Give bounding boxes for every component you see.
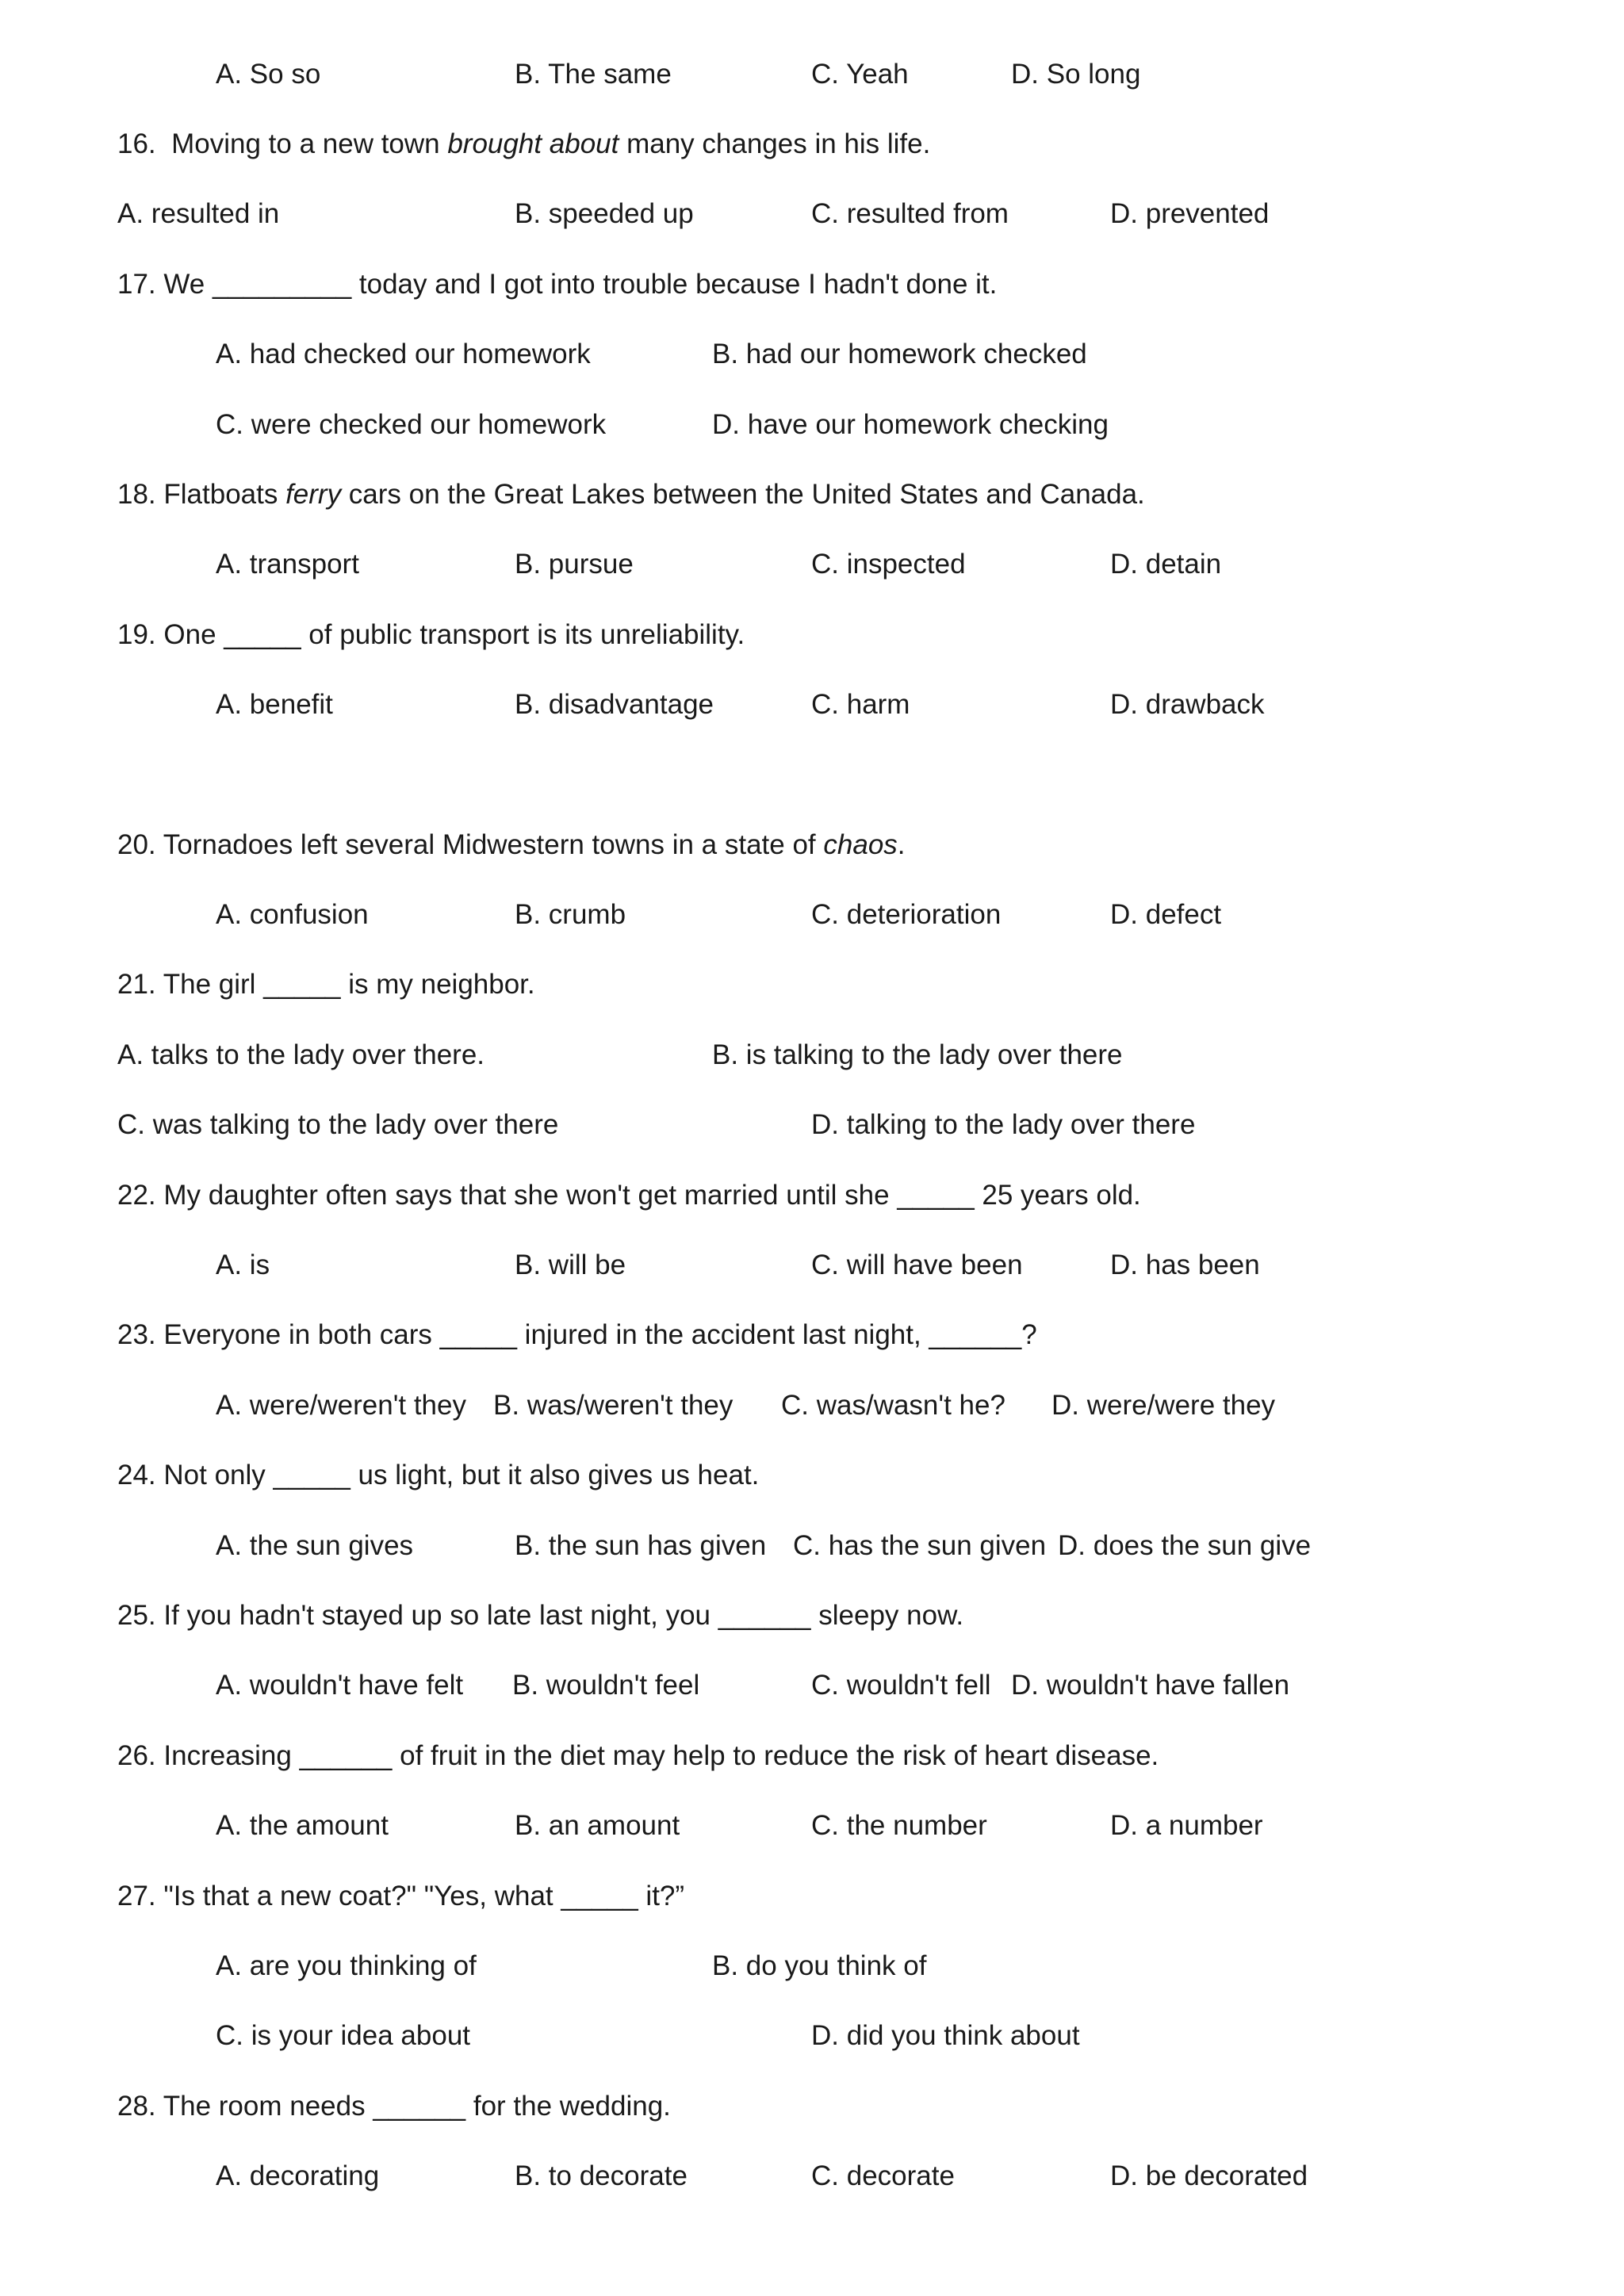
question-16 [117, 130, 930, 158]
q24-option-c: C. has the sun given [793, 1530, 1047, 1561]
question-20-text-start: 20. Tornadoes left several Midwestern towns in a state of [117, 829, 824, 860]
q15-option-c: C. Yeah [811, 59, 909, 90]
q28-option-d: D. be decorated [1110, 2160, 1308, 2191]
q16-option-b: B. speeded up [515, 198, 694, 229]
question-20 [117, 831, 906, 859]
q27-option-d: D. did you think about [811, 2020, 1080, 2051]
q19-option-c: C. harm [811, 689, 910, 720]
q23-option-b: B. was/weren't they [493, 1390, 733, 1421]
q28-option-c: C. decorate [811, 2160, 955, 2191]
q25-option-d: D. wouldn't have fallen [1011, 1670, 1290, 1701]
q20-option-d: D. defect [1110, 899, 1222, 930]
q27-option-c: C. is your idea about [216, 2020, 471, 2051]
q20-option-c: C. deterioration [811, 899, 1002, 930]
q16-option-a: A. resulted in [117, 198, 280, 229]
q23-option-d: D. were/were they [1051, 1390, 1276, 1421]
q21-option-c: C. was talking to the lady over there [117, 1109, 559, 1140]
q20-option-b: B. crumb [515, 899, 626, 930]
q26-option-a: A. the amount [216, 1810, 389, 1841]
q24-option-b: B. the sun has given [515, 1530, 767, 1561]
q22-option-b: B. will be [515, 1249, 626, 1280]
question-27: 27. "Is that a new coat?" "Yes, what _____ it?” [117, 1881, 685, 1911]
question-24: 24. Not only _____ us light, but it also gives us heat. [117, 1460, 760, 1490]
question-21: 21. The girl _____ is my neighbor. [117, 969, 535, 1000]
question-17: 17. We _________ today and I got into trouble because I hadn't done it. [117, 269, 998, 300]
q27-option-a: A. are you thinking of [216, 1950, 477, 1981]
q23-option-c: C. was/wasn't he? [781, 1390, 1005, 1421]
q21-option-b: B. is talking to the lady over there [712, 1039, 1123, 1070]
q17-option-b: B. had our homework checked [712, 339, 1087, 369]
q22-option-a: A. is [216, 1249, 270, 1280]
q25-option-b: B. wouldn't feel [512, 1670, 700, 1701]
q18-option-a: A. transport [216, 549, 359, 580]
q17-option-a: A. had checked our homework [216, 339, 591, 369]
q18-option-d: D. detain [1110, 549, 1222, 580]
q28-option-b: B. to decorate [515, 2160, 688, 2191]
question-26: 26. Increasing ______ of fruit in the diet may help to reduce the risk of heart disease. [117, 1740, 1159, 1771]
q22-option-c: C. will have been [811, 1249, 1023, 1280]
question-18 [117, 480, 1145, 508]
q24-option-a: A. the sun gives [216, 1530, 414, 1561]
q16-option-d: D. prevented [1110, 198, 1270, 229]
question-28: 28. The room needs ______ for the wedding. [117, 2091, 671, 2122]
q21-option-a: A. talks to the lady over there. [117, 1039, 485, 1070]
question-25: 25. If you hadn't stayed up so late last night, you ______ sleepy now. [117, 1600, 964, 1631]
q15-option-b: B. The same [515, 59, 672, 90]
question-18-text-start: 18. Flatboats [117, 479, 286, 510]
q21-option-d: D. talking to the lady over there [811, 1109, 1196, 1140]
q15-option-d: D. So long [1011, 59, 1141, 90]
q24-option-d: D. does the sun give [1058, 1530, 1312, 1561]
question-20-text-end: . [897, 829, 906, 860]
question-18-text-end: cars on the Great Lakes between the United States and Canada. [341, 479, 1145, 510]
q16-option-c: C. resulted from [811, 198, 1009, 229]
q19-option-b: B. disadvantage [515, 689, 714, 720]
question-16-text-end: many changes in his life. [619, 128, 931, 159]
q19-option-a: A. benefit [216, 689, 333, 720]
question-20-italic-term: chaos [823, 829, 898, 860]
question-19: 19. One _____ of public transport is its unreliability. [117, 619, 745, 650]
q25-option-c: C. wouldn't fell [811, 1670, 991, 1701]
q26-option-c: C. the number [811, 1810, 987, 1841]
q22-option-d: D. has been [1110, 1249, 1260, 1280]
q26-option-d: D. a number [1110, 1810, 1263, 1841]
q18-option-c: C. inspected [811, 549, 966, 580]
q17-option-c: C. were checked our homework [216, 409, 607, 440]
q26-option-b: B. an amount [515, 1810, 680, 1841]
question-22: 22. My daughter often says that she won't get married until she _____ 25 years old. [117, 1180, 1141, 1211]
q17-option-d: D. have our homework checking [712, 409, 1109, 440]
q15-option-a: A. So so [216, 59, 321, 90]
q20-option-a: A. confusion [216, 899, 369, 930]
q27-option-b: B. do you think of [712, 1950, 927, 1981]
q19-option-d: D. drawback [1110, 689, 1265, 720]
question-18-italic-term: ferry [285, 479, 342, 510]
question-16-italic-term: brought about [447, 128, 619, 159]
q23-option-a: A. were/weren't they [216, 1390, 466, 1421]
q18-option-b: B. pursue [515, 549, 634, 580]
q28-option-a: A. decorating [216, 2160, 380, 2191]
question-16-text-start: 16. Moving to a new town [117, 128, 448, 159]
question-23: 23. Everyone in both cars _____ injured in the accident last night, ______? [117, 1319, 1037, 1350]
q25-option-a: A. wouldn't have felt [216, 1670, 464, 1701]
